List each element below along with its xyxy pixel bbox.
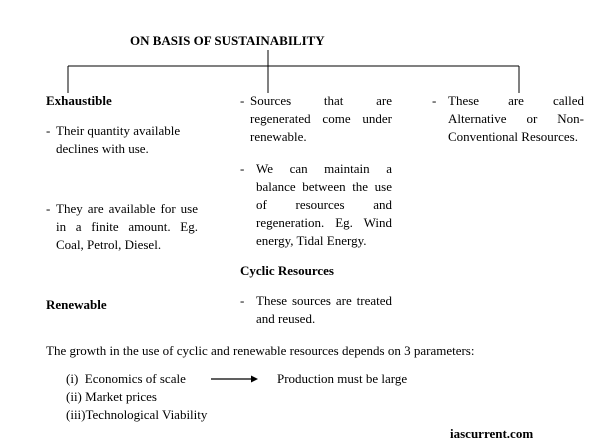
site-watermark: iascurrent.com (450, 426, 534, 441)
renewable-point-1-text: Sources that are regenerated come under renewable. (250, 93, 392, 144)
bullet-dash: - (240, 293, 245, 308)
bullet-dash: - (240, 161, 245, 176)
arrow-result-text: Production must be large (277, 371, 408, 386)
exhaustible-point-2 (46, 200, 198, 254)
arrow-head (251, 376, 258, 383)
bullet-dash: - (432, 93, 437, 108)
parameter-item-3: (iii)Technological Viability (66, 407, 208, 422)
exhaustible-heading: Exhaustible (46, 93, 112, 108)
exhaustible-point-1 (46, 122, 198, 158)
renewable-point-1 (240, 92, 392, 146)
growth-statement: The growth in the use of cyclic and renewable resources depends on 3 parameters: (46, 343, 475, 358)
bullet-dash: - (46, 123, 51, 138)
bullet-dash: - (46, 201, 51, 216)
cyclic-point-1-text: These sources are treated and reused. (256, 293, 392, 326)
bullet-dash: - (240, 93, 245, 108)
exhaustible-point-1-text: Their quantity available declines with use. (56, 123, 181, 156)
renewable-heading: Renewable (46, 297, 107, 312)
non-conventional-point (432, 92, 584, 146)
renewable-point-2 (240, 160, 392, 250)
exhaustible-point-2-text: They are available for use in a finite amount. Eg. Coal, Petrol, Diesel. (56, 201, 198, 252)
diagram-title: ON BASIS OF SUSTAINABILITY (130, 33, 325, 48)
renewable-point-2-text: We can maintain a balance between the use of resources and regeneration. Eg. Wind energy, Tidal Energy. (256, 161, 392, 248)
cyclic-resources-heading: Cyclic Resources (240, 263, 334, 278)
cyclic-point-1 (240, 292, 392, 328)
parameter-item-1: (i) Economics of scale (66, 371, 186, 386)
non-conventional-point-text: These are called Alternative or Non-Conventional Resources. (448, 93, 584, 144)
parameter-item-2: (ii) Market prices (66, 389, 157, 404)
